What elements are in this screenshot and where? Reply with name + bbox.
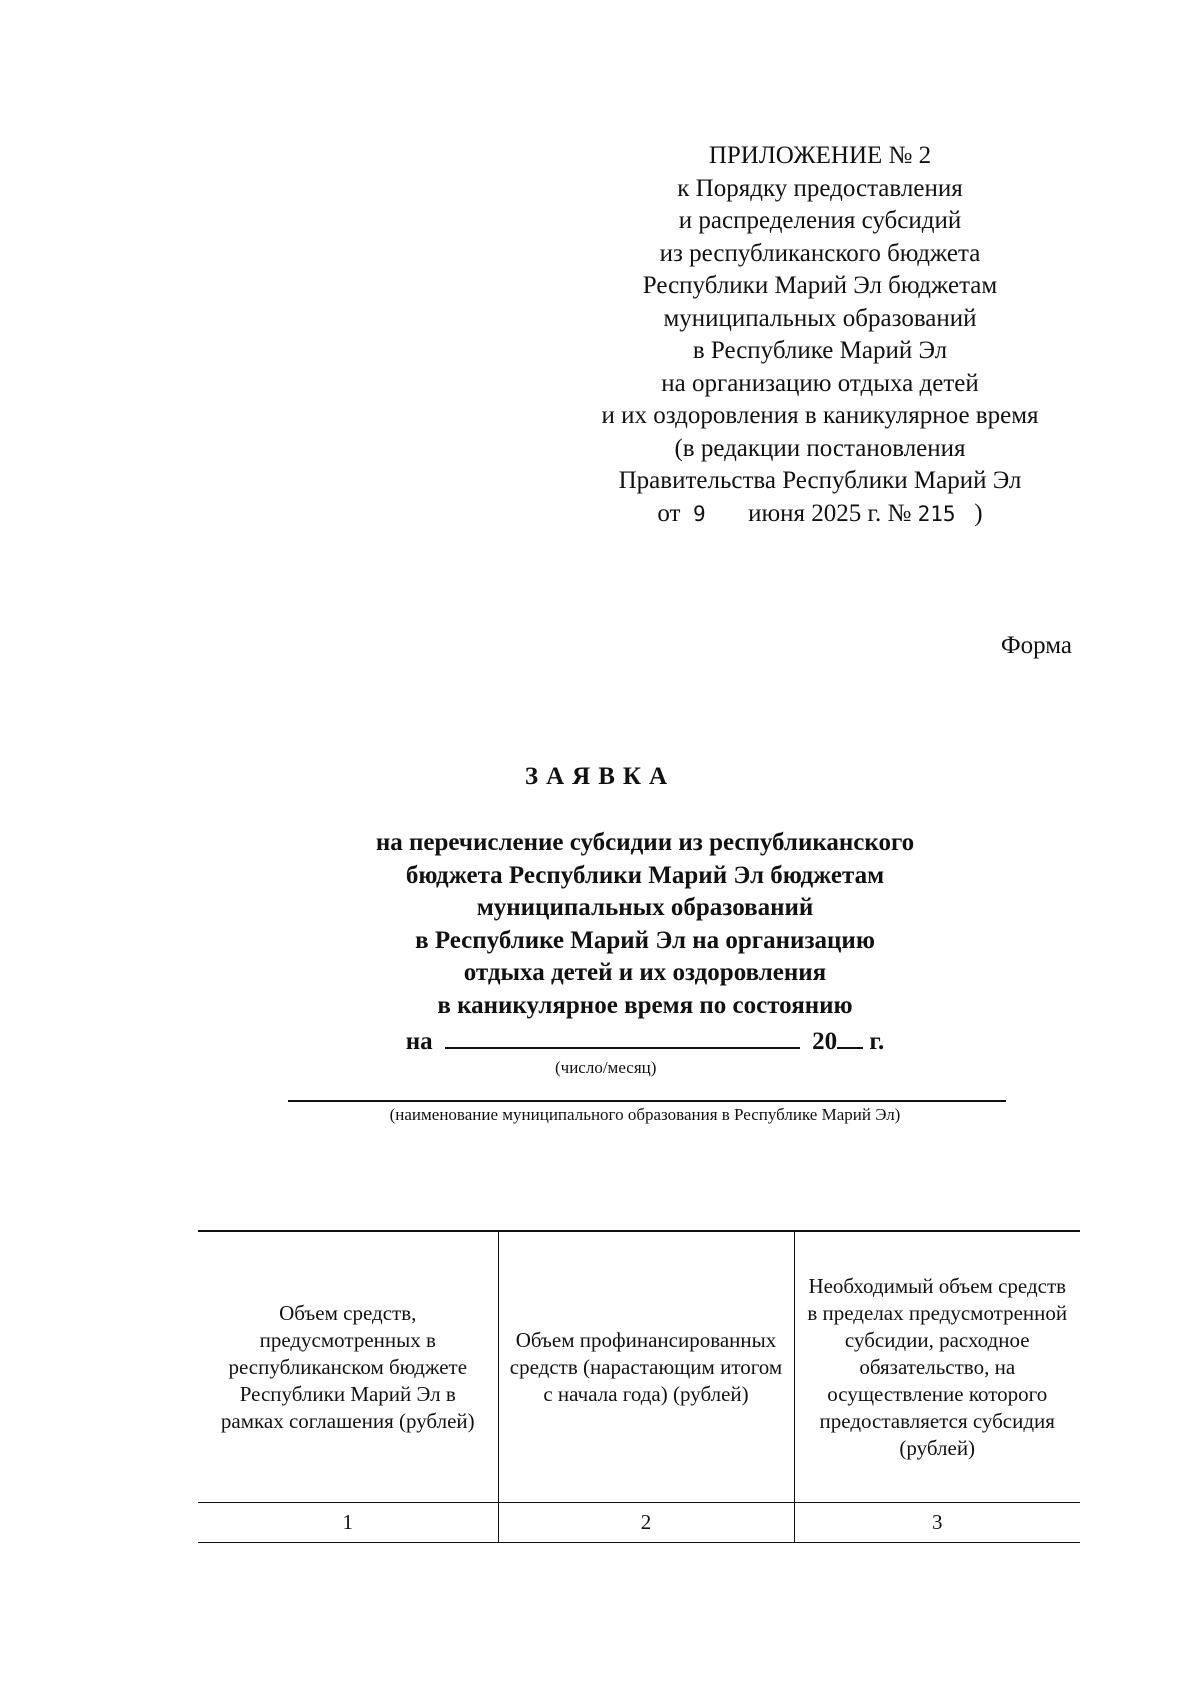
header-financed-volume: Объем профинансированных средств (нарастающим итогом с начала года) (рублей) bbox=[498, 1231, 794, 1503]
document-subtitle bbox=[300, 827, 990, 1022]
appendix-date-line bbox=[575, 498, 1065, 531]
header-agreement-volume: Объем средств, предусмотренных в республиканском бюджете Республики Марий Эл в рамках соглашения (рублей) bbox=[198, 1231, 498, 1503]
date-blank-field[interactable] bbox=[445, 1023, 800, 1049]
subtitle-line: в Республике Марий Эл на организацию bbox=[415, 926, 875, 954]
appendix-line: и распределения субсидий bbox=[678, 207, 962, 234]
appendix-line: Республики Марий Эл бюджетам bbox=[642, 272, 998, 299]
header-required-volume: Необходимый объем средств в пределах предусмотренной субсидии, расходное обязательство, на осуществление которого предоставляется субсидия (рублей) bbox=[794, 1231, 1080, 1503]
form-label: Форма bbox=[1000, 632, 1072, 659]
appendix-line: в Республике Марий Эл bbox=[692, 337, 948, 364]
appendix-line: на организацию отдыха детей bbox=[661, 369, 979, 397]
subtitle-line: отдыха детей и их оздоровления bbox=[463, 959, 827, 986]
date-fill-line bbox=[300, 1023, 990, 1056]
subtitle-line: в каникулярное время по состоянию bbox=[437, 991, 853, 1019]
appendix-header bbox=[575, 140, 1065, 530]
resolution-month-year: июня 2025 г. № bbox=[748, 499, 912, 527]
municipality-blank-field[interactable] bbox=[288, 1100, 1006, 1102]
appendix-line: муниципальных образований bbox=[663, 304, 977, 332]
close-paren: ) bbox=[974, 499, 983, 527]
resolution-number: 215 bbox=[917, 501, 956, 526]
document-title: ЗАЯВКА bbox=[524, 763, 676, 790]
subtitle-line: муниципальных образований bbox=[476, 894, 814, 921]
date-line-prefix: на bbox=[405, 1028, 433, 1055]
column-number: 2 bbox=[498, 1503, 794, 1543]
appendix-line: Правительства Республики Марий Эл bbox=[618, 467, 1022, 494]
date-caption: (число/месяц) bbox=[555, 1058, 657, 1077]
appendix-title: ПРИЛОЖЕНИЕ № 2 bbox=[708, 142, 932, 169]
appendix-line: и их оздоровления в каникулярное время bbox=[601, 402, 1039, 429]
column-number: 1 bbox=[198, 1503, 498, 1543]
subsidy-table bbox=[198, 1230, 1080, 1543]
resolution-day: 9 bbox=[692, 501, 706, 526]
appendix-line: к Порядку предоставления bbox=[677, 174, 963, 202]
year-suffix: г. bbox=[869, 1028, 885, 1055]
appendix-line: из республиканского бюджета bbox=[659, 239, 981, 267]
appendix-line: (в редакции постановления bbox=[674, 434, 966, 462]
date-prefix: от bbox=[657, 499, 681, 527]
municipality-caption: (наименование муниципального образования в Республике Марий Эл) bbox=[389, 1105, 901, 1124]
table-header-row bbox=[198, 1231, 1080, 1503]
year-blank-field[interactable] bbox=[837, 1023, 863, 1049]
year-prefix: 20 bbox=[812, 1028, 838, 1055]
subtitle-line: на перечисление субсидии из республиканского bbox=[375, 829, 915, 856]
subtitle-line: бюджета Республики Марий Эл бюджетам bbox=[405, 861, 885, 889]
table-number-row bbox=[198, 1503, 1080, 1543]
column-number: 3 bbox=[794, 1503, 1080, 1543]
